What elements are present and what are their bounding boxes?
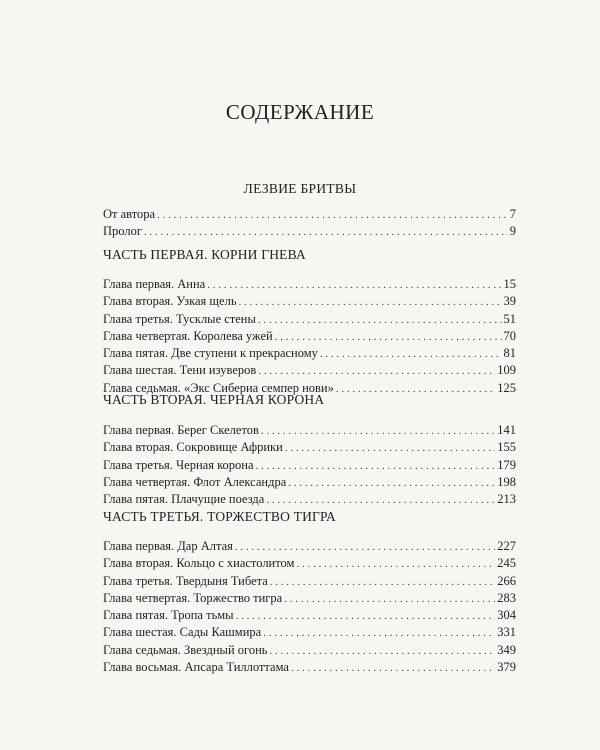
page-number: 283 <box>497 590 516 605</box>
entry-label: Глава третья. Твердыня Тибета <box>103 573 268 588</box>
dot-leader <box>258 363 495 380</box>
dot-leader <box>266 492 495 509</box>
toc-entry <box>103 642 516 659</box>
entry-label: Глава седьмая. Звездный огонь <box>103 642 268 657</box>
toc-entry <box>103 573 516 590</box>
page-number: 213 <box>497 492 516 507</box>
page-number: 109 <box>497 363 516 378</box>
page-number: 245 <box>497 556 516 571</box>
entry-label: Глава четвертая. Королева ужей <box>103 328 273 343</box>
part-heading: ЧАСТЬ ТРЕТЬЯ. ТОРЖЕСТВО ТИГРА <box>103 509 336 524</box>
entry-label: Глава шестая. Сады Кашмира <box>103 625 262 640</box>
entry-label: Глава седьмая. «Экс Сибериа семпер нови» <box>103 380 334 395</box>
dot-leader <box>320 346 502 363</box>
page-number: 81 <box>503 346 516 361</box>
dot-leader <box>207 277 501 294</box>
toc-entry <box>103 328 516 345</box>
entry-label: Глава четвертая. Торжество тигра <box>103 590 283 605</box>
dot-leader <box>239 294 502 311</box>
part-heading: ЧАСТЬ ПЕРВАЯ. КОРНИ ГНЕВА <box>103 247 306 262</box>
toc-entry <box>103 624 516 641</box>
page-number: 266 <box>497 573 516 588</box>
dot-leader <box>275 329 502 346</box>
entry-label: Глава пятая. Плачущие поезда <box>103 492 265 507</box>
page-number: 51 <box>503 311 516 326</box>
entry-label: Глава первая. Берег Скелетов <box>103 423 259 437</box>
toc-entry <box>103 311 516 328</box>
entry-label: Глава вторая. Сокровище Африки <box>103 440 283 455</box>
toc-entry <box>103 439 516 456</box>
entry-label: Глава вторая. Узкая щель <box>103 294 237 309</box>
entry-label: Глава пятая. Тропа тьмы <box>103 608 234 623</box>
toc-entry <box>103 659 516 676</box>
page-number: 125 <box>497 380 516 395</box>
toc-entry <box>103 491 516 508</box>
dot-leader <box>258 312 502 329</box>
entry-label: Глава шестая. Тени изуверов <box>103 363 257 378</box>
page-number: 379 <box>497 660 516 675</box>
dot-leader <box>296 556 495 573</box>
entry-label: От автора <box>103 207 156 221</box>
toc-entry <box>103 607 516 624</box>
entry-label: Глава третья. Черная корона <box>103 457 254 472</box>
toc-entry <box>103 590 516 607</box>
dot-leader <box>236 608 496 625</box>
dot-leader <box>157 207 508 224</box>
page-number: 9 <box>509 224 516 239</box>
page-number: 349 <box>497 642 516 657</box>
dot-leader <box>285 440 495 457</box>
page-number: 227 <box>497 539 516 553</box>
page-number: 39 <box>503 294 516 309</box>
part-entries <box>103 422 516 508</box>
page-number: 15 <box>503 277 516 291</box>
part-entries <box>103 538 516 676</box>
entry-label: Глава четвертая. Флот Александра <box>103 474 287 489</box>
dot-leader <box>270 574 495 591</box>
dot-leader <box>284 591 495 608</box>
dot-leader <box>288 475 495 492</box>
entry-label: Глава восьмая. Апсара Тиллоттама <box>103 660 289 675</box>
toc-entry <box>103 362 516 379</box>
page-title: СОДЕРЖАНИЕ <box>225 100 375 124</box>
page-number: 198 <box>497 474 516 489</box>
entry-label: Глава пятая. Две ступени к прекрасному <box>103 346 318 361</box>
page-number: 141 <box>497 423 516 437</box>
toc-entry <box>103 474 516 491</box>
page-number: 70 <box>503 328 516 343</box>
dot-leader <box>235 539 495 556</box>
toc-entry <box>103 345 516 362</box>
toc-entry <box>103 206 516 223</box>
book-title: ЛЕЗВИЕ БРИТВЫ <box>243 181 357 196</box>
toc-entry <box>103 293 516 310</box>
dot-leader <box>263 625 495 642</box>
dot-leader <box>261 423 495 440</box>
page-number: 179 <box>497 457 516 472</box>
toc-entry <box>103 538 516 555</box>
toc-entry <box>103 422 516 439</box>
intro-block <box>103 206 516 241</box>
toc-entry <box>103 223 516 240</box>
entry-label: Глава первая. Дар Алтая <box>103 539 233 553</box>
dot-leader <box>144 224 508 241</box>
page-number: 155 <box>497 440 516 455</box>
toc-entry <box>103 457 516 474</box>
toc-entry <box>103 276 516 293</box>
part-entries <box>103 276 516 397</box>
page-number: 7 <box>509 207 516 221</box>
entry-label: Глава первая. Анна <box>103 277 206 291</box>
entry-label: Глава третья. Тусклые стены <box>103 311 256 326</box>
entry-label: Пролог <box>103 224 142 239</box>
part-heading: ЧАСТЬ ВТОРАЯ. ЧЕРНАЯ КОРОНА <box>103 392 325 407</box>
dot-leader <box>291 660 495 677</box>
dot-leader <box>256 458 496 475</box>
dot-leader <box>269 643 495 660</box>
page-number: 304 <box>497 608 516 623</box>
page-number: 331 <box>497 625 516 640</box>
entry-label: Глава вторая. Кольцо с хиастолитом <box>103 556 295 571</box>
toc-entry <box>103 555 516 572</box>
